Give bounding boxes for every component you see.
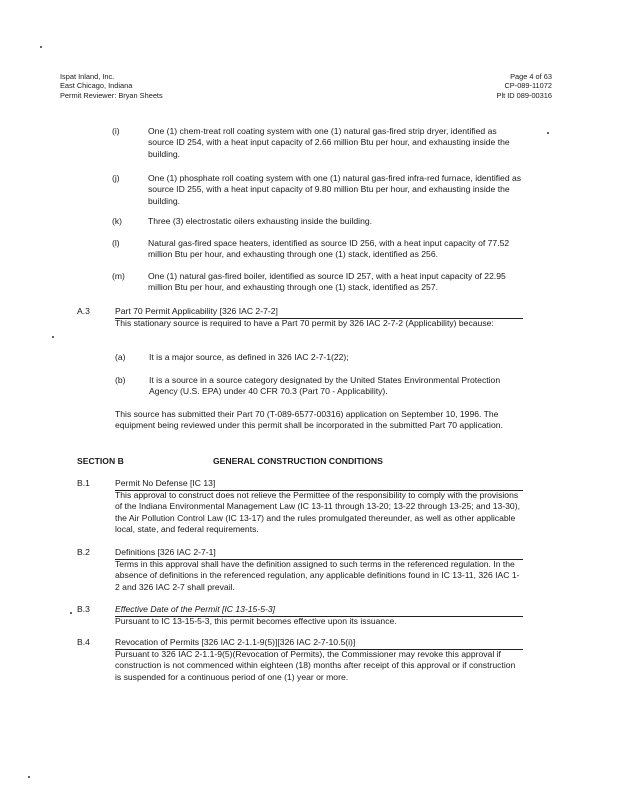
scan-speck xyxy=(40,46,42,48)
condition-title: Effective Date of the Permit [IC 13-15-5-3] xyxy=(115,604,523,617)
section-b-title: GENERAL CONSTRUCTION CONDITIONS xyxy=(213,456,383,466)
a3-closing-paragraph: This source has submitted their Part 70 (T-089-6577-00316) application on September 10, 1996. The equipment being reviewed under this permit shall be incorporated in the submitted Part 70 application. xyxy=(115,409,503,431)
header-left-block xyxy=(60,72,260,100)
condition-b3 xyxy=(77,604,523,627)
sub-item-label: (a) xyxy=(115,352,126,362)
condition-title: Permit No Defense [IC 13] xyxy=(115,478,523,491)
section-title: Part 70 Permit Applicability [326 IAC 2-7-2] xyxy=(115,306,523,319)
sub-item-text: It is a source in a source category designated by the United States Environmental Protection Agency (U.S. EPA) under 40 CFR 70.3 (Part 70 - Applicability). xyxy=(149,375,501,397)
list-item-label: (j) xyxy=(112,173,120,183)
list-item-label: (m) xyxy=(112,271,125,281)
scan-speck xyxy=(28,776,30,778)
header-page-number: Page 4 of 63 xyxy=(510,72,552,81)
condition-title: Definitions [326 IAC 2-7-1] xyxy=(115,547,523,560)
sub-item xyxy=(115,375,523,398)
section-intro: This stationary source is required to have a Part 70 permit by 326 IAC 2-7-2 (Applicability) because: xyxy=(115,318,494,328)
list-item-text: One (1) phosphate roll coating system with one (1) natural gas-fired infra-red furnace, identified as source ID 255, with a heat input capacity of 9.80 million Btu per hour, and exhausting inside the building. xyxy=(148,173,522,206)
condition-b2 xyxy=(77,547,523,593)
section-b-label: SECTION B xyxy=(77,456,124,466)
condition-body: Pursuant to IC 13-15-5-3, this permit becomes effective upon its issuance. xyxy=(115,616,397,626)
header-reviewer: Permit Reviewer: Bryan Sheets xyxy=(60,90,163,100)
list-item xyxy=(112,271,522,294)
list-item xyxy=(112,238,522,261)
scan-speck xyxy=(52,336,54,338)
scan-speck xyxy=(547,132,549,134)
condition-b4 xyxy=(77,637,523,683)
condition-number: B.4 xyxy=(77,637,90,647)
condition-b1 xyxy=(77,478,523,535)
header-location: East Chicago, Indiana xyxy=(60,81,133,91)
list-item-text: One (1) chem-treat roll coating system with one (1) natural gas-fired strip dryer, identified as source ID 254, with a heat input capacity of 2.66 million Btu per hour, and exhausting inside the building. xyxy=(148,126,510,159)
condition-body: Pursuant to 326 IAC 2-1.1-9(5)(Revocation of Permits), the Commissioner may revoke this approval if construction is not commenced within eighteen (18) months after receipt of this approval or if construction is suspended for a continuous period of one (1) year or more. xyxy=(115,649,516,682)
header-permit-number: CP-089-11072 xyxy=(504,81,552,91)
condition-number: B.2 xyxy=(77,547,90,557)
list-item-text: One (1) natural gas-fired boiler, identified as source ID 257, with a heat input capacity of 22.95 million Btu per hour, and exhausting through one (1) stack, identified as 257. xyxy=(148,271,506,293)
condition-body: Terms in this approval shall have the definition assigned to such terms in the referenced regulation. In the absence of definitions in the referenced regulation, any applicable definitions found in IC 13-11, 326 IAC 1-2 and 326 IAC 2-7 shall prevail. xyxy=(115,559,520,592)
section-number: A.3 xyxy=(77,306,90,316)
condition-title: Revocation of Permits [326 IAC 2-1.1-9(5)][326 IAC 2-7-10.5(i)] xyxy=(115,637,523,650)
header-right-block xyxy=(440,72,552,100)
list-item xyxy=(112,216,522,227)
list-item xyxy=(112,126,522,160)
condition-body: This approval to construct does not relieve the Permittee of the responsibility to comply with the provisions of the Indiana Environmental Management Law (IC 13-11 through 13-20; 13-22 through 13-25; and 13-30), the Air Pollution Control Law (IC 13-17) and the rules promulgated thereunder, as well as other applicable local, state, and federal requirements. xyxy=(115,490,520,535)
condition-number: B.3 xyxy=(77,604,90,614)
list-item xyxy=(112,173,522,207)
section-b-heading xyxy=(77,456,523,467)
sub-item-text: It is a major source, as defined in 326 IAC 2-7-1(22); xyxy=(149,352,349,362)
list-item-text: Three (3) electrostatic oilers exhausting inside the building. xyxy=(148,216,373,226)
section-a3 xyxy=(77,306,523,329)
list-item-text: Natural gas-fired space heaters, identified as source ID 256, with a heat input capacity of 77.52 million Btu per hour, and exhausting through one (1) stack, identified as 256. xyxy=(148,238,510,260)
list-item-label: (l) xyxy=(112,238,120,248)
sub-item xyxy=(115,352,523,363)
header-company: Ispat Inland, Inc. xyxy=(60,72,115,81)
scan-speck xyxy=(70,612,72,614)
list-item-label: (i) xyxy=(112,126,120,136)
condition-number: B.1 xyxy=(77,478,90,488)
header-plant-id: Plt ID 089-00316 xyxy=(496,90,552,100)
list-item-label: (k) xyxy=(112,216,123,226)
sub-item-label: (b) xyxy=(115,375,126,385)
